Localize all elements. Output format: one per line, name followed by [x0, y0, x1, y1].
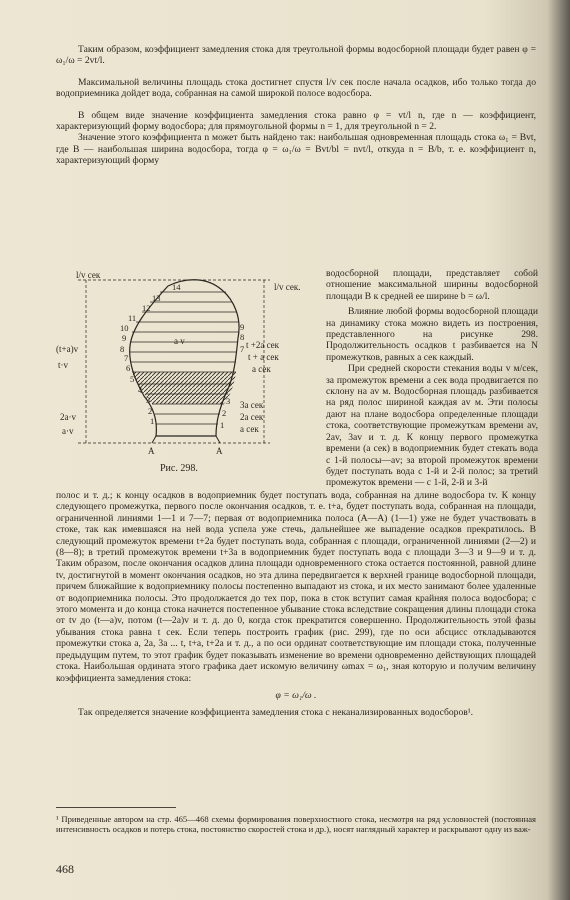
strip-number: 3 — [146, 395, 151, 405]
paragraph: При средней скорости стекания воды v м/сек, за промежуток времени a сек вода продвигается по склону на av м. Водосборная площадь разбивается на ряд полос шириной каждая av м. Эти полосы дают на плане водосбора определенные площади стока, соответствующие промежуткам времени av, 2av, 3av и т. д. К концу первого промежутка времени (a сек) в водоприемник будет стекать вода с 1-й полосы—av; за второй промежуток времени будет поступать вода с 1-й и 2-й полос; за третий промежуток времени — с 1-й, 2-й и 3-й — [326, 363, 538, 489]
bottom-text — [56, 490, 536, 719]
paragraph: водосборной площади, представляет собой отношение максимальной ширины водосборной площади B к средней ее ширине b = ω/l. — [326, 268, 538, 302]
av-label: a v — [174, 336, 185, 346]
strip-number: 8 — [240, 332, 245, 342]
paragraph: Так определяется значение коэффициента замедления стока с неканализированных водосборов¹. — [78, 707, 474, 719]
right-label: t + a сек — [248, 352, 279, 362]
top-text — [56, 44, 536, 167]
page-number: 468 — [56, 862, 74, 876]
strip-number: 1 — [150, 416, 155, 426]
point-label: A — [148, 446, 155, 456]
watershed-diagram — [56, 268, 318, 468]
left-label: t·v — [58, 360, 68, 370]
paragraph: полос и т. д.; к концу осадков в водоприемник будет поступать вода, собранная на длине водосбора tv. К концу следующего промежутка, первого после окончания осадков, т. е. t+a, будет поступать вода, собранная на площади, ограниченной линиями 1—1 и 7—7; первая от водоприемника полоса (A—A) (1—1) уже не будет участвовать в стоке, так как имевшаяся на ней вода успела уже стечь, дальнейшее же выпадение осадков прекратилось. В следующий промежуток времени t+2a будет поступать вода, собранная с площади, ограниченной линиями (2—2) и (8—8); в третий промежуток времени t+3a в водоприемник будет поступать вода с площади 3—3 и 9—9 и т. д. Таким образом, после окончания осадков длина площади одновременного стока остается постоянной, равной длине tv, достигнутой в момент окончания осадков, но эта длина передвигается к верхней границе водосборной площади, причем ближайшие к водоприемнику полосы постепенно выпадают из стока, и их место занимают более удаленные от водоприемника полосы. Это продолжается до тех пор, пока в сток вступит самая крайняя полоса водосбора; с этого момента и до конца стока начнется постепенное убывание стока вследствие сокращения длины площади стока от tv до (t—a)v, потом (t—2a)v и т. д. до 0, когда сток прекратится совершенно. Продолжительность этой фазы убывания стока равна t сек. Если теперь построить график (рис. 299), где по оси абсцисс откладываются промежутки стока a, 2a, 3a ... t, t+a, t+2a и т. д., а по оси ординат соответствующие им площади стока, полученные предыдущим путем, то этот график будет показывать изменение во времени одновременно действующих площадей стока. Наибольшая ордината этого графика дает искомую величину ωmax = ω₁, зная которую и получим величину коэффициента замедления стока: — [56, 490, 536, 684]
strip-number: 6 — [126, 363, 131, 373]
right-label: 2a сек — [240, 412, 264, 422]
left-label: a·v — [62, 426, 74, 436]
paragraph: Влияние любой формы водосборной площади на динамику стока можно видеть из построения, представленного на рисунке 298. Продолжительность осадков t разбивается на N промежутков, равных a сек каждый. — [326, 306, 538, 363]
right-column — [326, 268, 538, 489]
figure-caption: Рис. 298. — [160, 463, 198, 474]
line-number: 1 — [220, 420, 225, 430]
strip-number: 4 — [138, 385, 143, 395]
line-number: 3 — [226, 396, 231, 406]
strip-number: 9 — [240, 322, 245, 332]
paragraph: Таким образом, коэффициент замедления стока для треугольной формы водосборной площади будет равен φ = ω₁/ω = 2vt/l. — [56, 44, 536, 67]
paragraph: Максимальной величины площадь стока достигнет спустя l/v сек после начала осадков, ибо только тогда до водоприемника дойдет вода, собранная на самой широкой полосе водосбора. — [56, 76, 536, 100]
right-label: a сек — [252, 364, 271, 374]
left-label: 2a·v — [60, 412, 76, 422]
strip-number: 9 — [122, 333, 127, 343]
formula: φ = ω₁/ω . — [275, 689, 317, 701]
footnote: ¹ Приведенные автором на стр. 465—468 схемы формирования поверхностного стока, несмотря на ряд условностей (постоянная интенсивность осадков и потерь стока, постоянство скоростей стока и др.), носят наглядный характер и раскрывают одну из важ- — [56, 814, 536, 835]
right-label: t +2a сек — [246, 340, 280, 350]
footnote-rule — [56, 807, 176, 808]
right-label: a сек — [240, 424, 259, 434]
strip-number: 14 — [172, 282, 181, 292]
length-label: l/v сек — [76, 270, 101, 280]
strip-number: 8 — [120, 344, 125, 354]
right-label: 3a сек — [240, 400, 264, 410]
strip-number: 7 — [240, 344, 245, 354]
strip-number: 7 — [124, 353, 129, 363]
figure-298 — [56, 268, 318, 468]
strip-number: 2 — [148, 406, 153, 416]
paragraph: Значение этого коэффициента n может быть найдено так: наибольшая одновременная площадь стока ω₁ = Bvt, где B — наибольшая ширина водосбора, тогда φ = ω₁/ω = Bvt/bl = nvt/l, откуда n = B/b, т. е. коэффициент n, характеризующий форму — [56, 132, 536, 167]
line-number: 2 — [222, 408, 227, 418]
length-label-right: l/v сек. — [274, 282, 301, 292]
strip-number: 13 — [152, 293, 161, 303]
strip-number: 11 — [128, 313, 137, 323]
left-label: (t+a)v — [56, 344, 79, 354]
strip-number: 5 — [130, 374, 135, 384]
strip-number: 12 — [142, 303, 151, 313]
paragraph: В общем виде значение коэффициента замедления стока равно φ = vt/l n, где n — коэффициент, характеризующий форму водосбора; для прямоугольной формы n = 1, для треугольной n = 2. — [56, 109, 536, 133]
strip-number: 10 — [120, 323, 129, 333]
point-label: A — [216, 446, 223, 456]
